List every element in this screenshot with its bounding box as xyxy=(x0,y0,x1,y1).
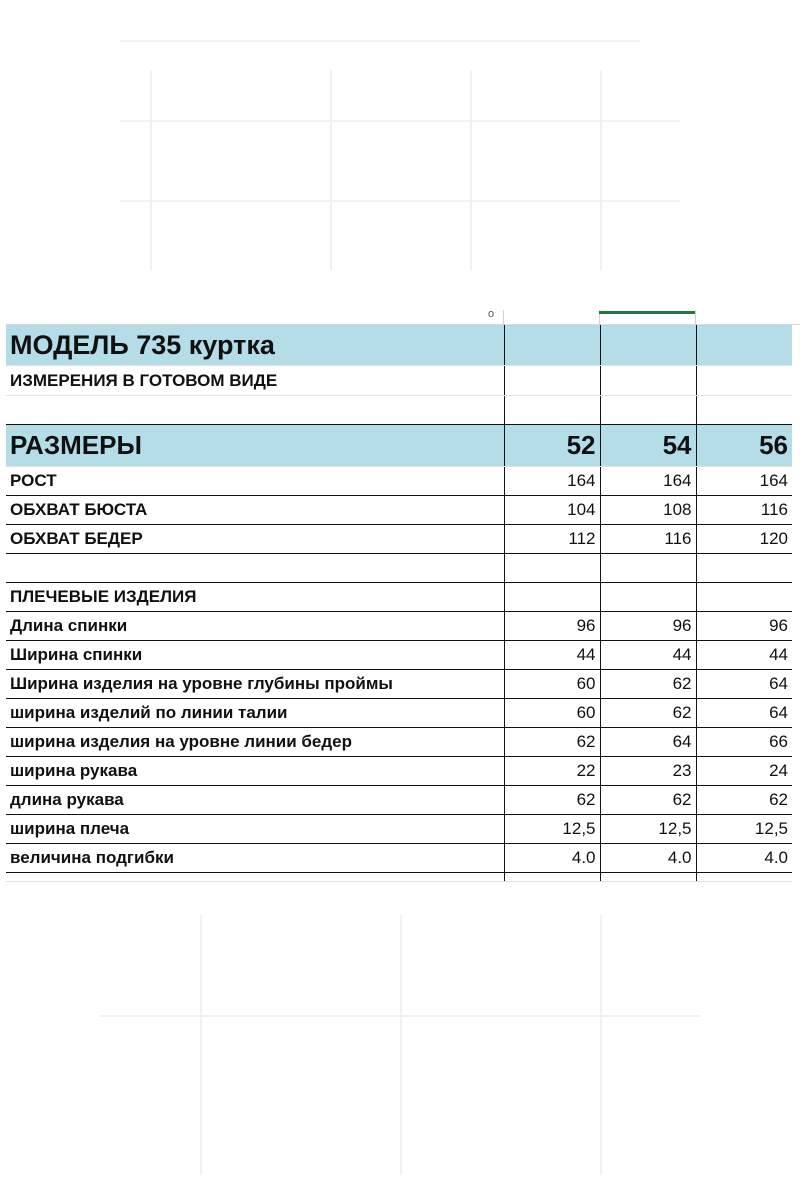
row-label[interactable]: длина рукава xyxy=(6,786,504,815)
row-value[interactable]: 96 xyxy=(696,612,792,641)
size-52[interactable]: 52 xyxy=(504,425,600,467)
row-value[interactable]: 62 xyxy=(600,786,696,815)
row-label[interactable]: ширина рукава xyxy=(6,757,504,786)
partial-row-strip xyxy=(6,310,800,325)
row-label[interactable]: Ширина спинки xyxy=(6,641,504,670)
row-value[interactable]: 44 xyxy=(504,641,600,670)
row-label[interactable]: Ширина изделия на уровне глубины проймы xyxy=(6,670,504,699)
table-row xyxy=(6,757,792,786)
size-chart-table xyxy=(6,325,792,882)
row-value[interactable]: 164 xyxy=(600,467,696,496)
blank-row xyxy=(6,554,792,583)
section-row xyxy=(6,583,792,612)
partial-row xyxy=(6,873,792,882)
row-value[interactable]: 108 xyxy=(600,496,696,525)
row-value[interactable]: 96 xyxy=(600,612,696,641)
row-value[interactable]: 62 xyxy=(600,670,696,699)
row-value[interactable]: 62 xyxy=(696,786,792,815)
row-value[interactable]: 164 xyxy=(696,467,792,496)
row-value[interactable]: 60 xyxy=(504,699,600,728)
row-value[interactable]: 96 xyxy=(504,612,600,641)
row-value[interactable]: 64 xyxy=(600,728,696,757)
section-label[interactable]: ПЛЕЧЕВЫЕ ИЗДЕЛИЯ xyxy=(6,583,504,612)
row-value[interactable]: 23 xyxy=(600,757,696,786)
table-row xyxy=(6,699,792,728)
row-value[interactable]: 62 xyxy=(504,728,600,757)
measurements-subtitle[interactable]: ИЗМЕРЕНИЯ В ГОТОВОМ ВИДЕ xyxy=(6,366,504,396)
row-label[interactable]: ОБХВАТ БЮСТА xyxy=(6,496,504,525)
row-value[interactable]: 44 xyxy=(600,641,696,670)
row-label[interactable]: ширина плеча xyxy=(6,815,504,844)
row-value[interactable]: 104 xyxy=(504,496,600,525)
table-row xyxy=(6,496,792,525)
row-value[interactable]: 62 xyxy=(504,786,600,815)
size-54[interactable]: 54 xyxy=(600,425,696,467)
row-value[interactable]: 60 xyxy=(504,670,600,699)
row-value[interactable]: 164 xyxy=(504,467,600,496)
row-value[interactable]: 120 xyxy=(696,525,792,554)
background-ghost-bottom xyxy=(0,895,800,1200)
table-row xyxy=(6,815,792,844)
blank-row xyxy=(6,396,792,425)
active-cell-indicator xyxy=(599,311,695,314)
row-value[interactable]: 4.0 xyxy=(504,844,600,873)
model-title[interactable]: МОДЕЛЬ 735 куртка xyxy=(6,325,504,366)
row-label[interactable]: величина подгибки xyxy=(6,844,504,873)
table-row xyxy=(6,641,792,670)
row-value[interactable]: 62 xyxy=(600,699,696,728)
column-divider xyxy=(695,310,696,324)
row-label[interactable]: ширина изделия на уровне линии бедер xyxy=(6,728,504,757)
row-label[interactable]: Длина спинки xyxy=(6,612,504,641)
subtitle-row xyxy=(6,366,792,396)
row-value[interactable]: 24 xyxy=(696,757,792,786)
table-row xyxy=(6,525,792,554)
row-value[interactable]: 4.0 xyxy=(696,844,792,873)
row-value[interactable]: 12,5 xyxy=(504,815,600,844)
table-row xyxy=(6,467,792,496)
row-value[interactable]: 116 xyxy=(696,496,792,525)
row-value[interactable]: 22 xyxy=(504,757,600,786)
row-value[interactable]: 112 xyxy=(504,525,600,554)
row-value[interactable]: 44 xyxy=(696,641,792,670)
row-value[interactable]: 66 xyxy=(696,728,792,757)
table-row xyxy=(6,844,792,873)
row-value[interactable]: 12,5 xyxy=(600,815,696,844)
sizes-header-row xyxy=(6,425,792,467)
spreadsheet xyxy=(6,310,800,890)
table-row xyxy=(6,786,792,815)
background-ghost-top xyxy=(0,0,800,300)
column-divider xyxy=(503,310,504,324)
row-value[interactable]: 116 xyxy=(600,525,696,554)
row-value[interactable]: 64 xyxy=(696,699,792,728)
row-value[interactable]: 64 xyxy=(696,670,792,699)
row-value[interactable]: 12,5 xyxy=(696,815,792,844)
table-row xyxy=(6,612,792,641)
size-56[interactable]: 56 xyxy=(696,425,792,467)
row-value[interactable]: 4.0 xyxy=(600,844,696,873)
row-label[interactable]: ОБХВАТ БЕДЕР xyxy=(6,525,504,554)
row-label[interactable]: РОСТ xyxy=(6,467,504,496)
table-row xyxy=(6,670,792,699)
cut-off-glyph: о xyxy=(488,308,495,320)
table-row xyxy=(6,728,792,757)
sizes-label[interactable]: РАЗМЕРЫ xyxy=(6,425,504,467)
row-label[interactable]: ширина изделий по линии талии xyxy=(6,699,504,728)
title-row xyxy=(6,325,792,366)
